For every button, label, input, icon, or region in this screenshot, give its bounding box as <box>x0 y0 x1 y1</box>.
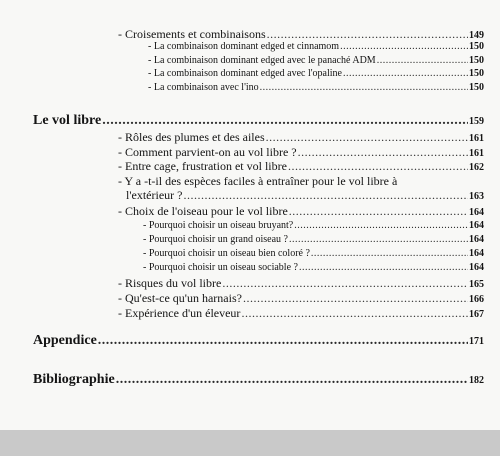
toc-entry-page: 149 <box>469 30 484 41</box>
bottom-shadow-band <box>0 430 500 456</box>
toc-entry-label: - Rôles des plumes et des ailes <box>118 130 265 144</box>
toc-entry-especes-line1: - Y a -t-il des espèces faciles à entraîner pour le vol libre à <box>118 174 398 188</box>
toc-entry-page: 162 <box>469 162 484 173</box>
dot-leader <box>289 235 468 245</box>
toc-entry <box>118 307 484 320</box>
toc-entry-label: - Expérience d'un éleveur <box>118 306 241 320</box>
dot-leader <box>266 131 468 143</box>
dot-leader <box>243 292 468 304</box>
toc-entry-page: 164 <box>469 248 484 259</box>
dot-leader <box>183 189 468 201</box>
toc-entry-page: 182 <box>469 375 484 386</box>
toc-entry-label: - La combinaison avec l'ino <box>148 82 259 93</box>
toc-entry-page: 150 <box>469 82 484 93</box>
toc-entry <box>118 277 484 290</box>
toc-subentry <box>143 235 484 245</box>
dot-leader <box>294 221 468 231</box>
toc-entry-label: - Risques du vol libre <box>118 276 222 290</box>
toc-entry-label: - La combinaison dominant edged avec l'opaline <box>148 68 342 79</box>
toc-subentry <box>143 263 484 273</box>
toc-chapter-appendice <box>33 334 484 348</box>
dot-leader <box>267 28 468 40</box>
dot-leader <box>340 42 468 52</box>
toc-entry <box>118 146 484 159</box>
toc-entry-page: 163 <box>469 191 484 202</box>
toc-subentry <box>148 83 484 93</box>
dot-leader <box>222 277 468 289</box>
toc-entry <box>118 160 484 173</box>
dot-leader <box>377 56 468 66</box>
toc-chapter-title: Appendice <box>33 333 97 348</box>
toc-entry-page: 164 <box>469 234 484 245</box>
toc-entry-croisements <box>118 28 484 41</box>
toc-chapter-vol-libre <box>33 114 484 128</box>
toc-entry-especes <box>126 189 484 202</box>
toc-entry <box>118 131 484 144</box>
dot-leader <box>102 114 468 128</box>
toc-entry-label: - Croisements et combinaisons <box>118 27 266 41</box>
toc-entry-label: - La combinaison dominant edged avec le panaché ADM <box>148 55 376 66</box>
toc-entry-page: 166 <box>469 294 484 305</box>
toc-entry-label: - La combinaison dominant edged et cinnamom <box>148 41 340 52</box>
toc-entry-page: 161 <box>469 133 484 144</box>
toc-entry-label: - Pourquoi choisir un oiseau bien coloré ? <box>143 248 310 259</box>
toc-entry-label: - Entre cage, frustration et vol libre <box>118 159 287 173</box>
toc-subentry <box>148 69 484 79</box>
dot-leader <box>288 160 468 172</box>
toc-subentry <box>143 249 484 259</box>
toc-entry-page: 164 <box>469 207 484 218</box>
toc-entry-page: 165 <box>469 279 484 290</box>
toc-entry-page: 161 <box>469 148 484 159</box>
toc-entry-page: 167 <box>469 309 484 320</box>
dot-leader <box>98 334 468 348</box>
toc-entry-page: 164 <box>469 220 484 231</box>
dot-leader <box>343 69 468 79</box>
toc-entry-page: 150 <box>469 68 484 79</box>
dot-leader <box>241 307 468 319</box>
toc-entry-choix <box>118 205 484 218</box>
toc-subentry <box>148 56 484 66</box>
toc-subentry <box>143 221 484 231</box>
toc-entry-page: 159 <box>469 116 484 127</box>
toc-entry-label: - Choix de l'oiseau pour le vol libre <box>118 204 288 218</box>
toc-entry-label: l'extérieur ? <box>126 188 183 202</box>
dot-leader <box>289 205 468 217</box>
toc-entry <box>118 292 484 305</box>
toc-subentry <box>148 42 484 52</box>
toc-entry-page: 150 <box>469 41 484 52</box>
dot-leader <box>311 249 468 259</box>
toc-entry-page: 171 <box>469 336 484 347</box>
toc-entry-page: 150 <box>469 55 484 66</box>
toc-entry-label: - Comment parvient-on au vol libre ? <box>118 145 297 159</box>
toc-chapter-title: Bibliographie <box>33 372 115 387</box>
dot-leader <box>260 83 468 93</box>
toc-entry-label: - Pourquoi choisir un grand oiseau ? <box>143 234 288 245</box>
toc-entry-label: - Pourquoi choisir un oiseau bruyant? <box>143 220 294 231</box>
dot-leader <box>298 146 468 158</box>
toc-chapter-bibliographie <box>33 373 484 387</box>
toc-chapter-title: Le vol libre <box>33 113 102 128</box>
dot-leader <box>116 373 468 387</box>
dot-leader <box>299 263 468 273</box>
toc-entry-label: - Pourquoi choisir un oiseau sociable ? <box>143 262 298 273</box>
toc-entry-label: - Qu'est-ce qu'un harnais? <box>118 291 242 305</box>
toc-entry-page: 164 <box>469 262 484 273</box>
